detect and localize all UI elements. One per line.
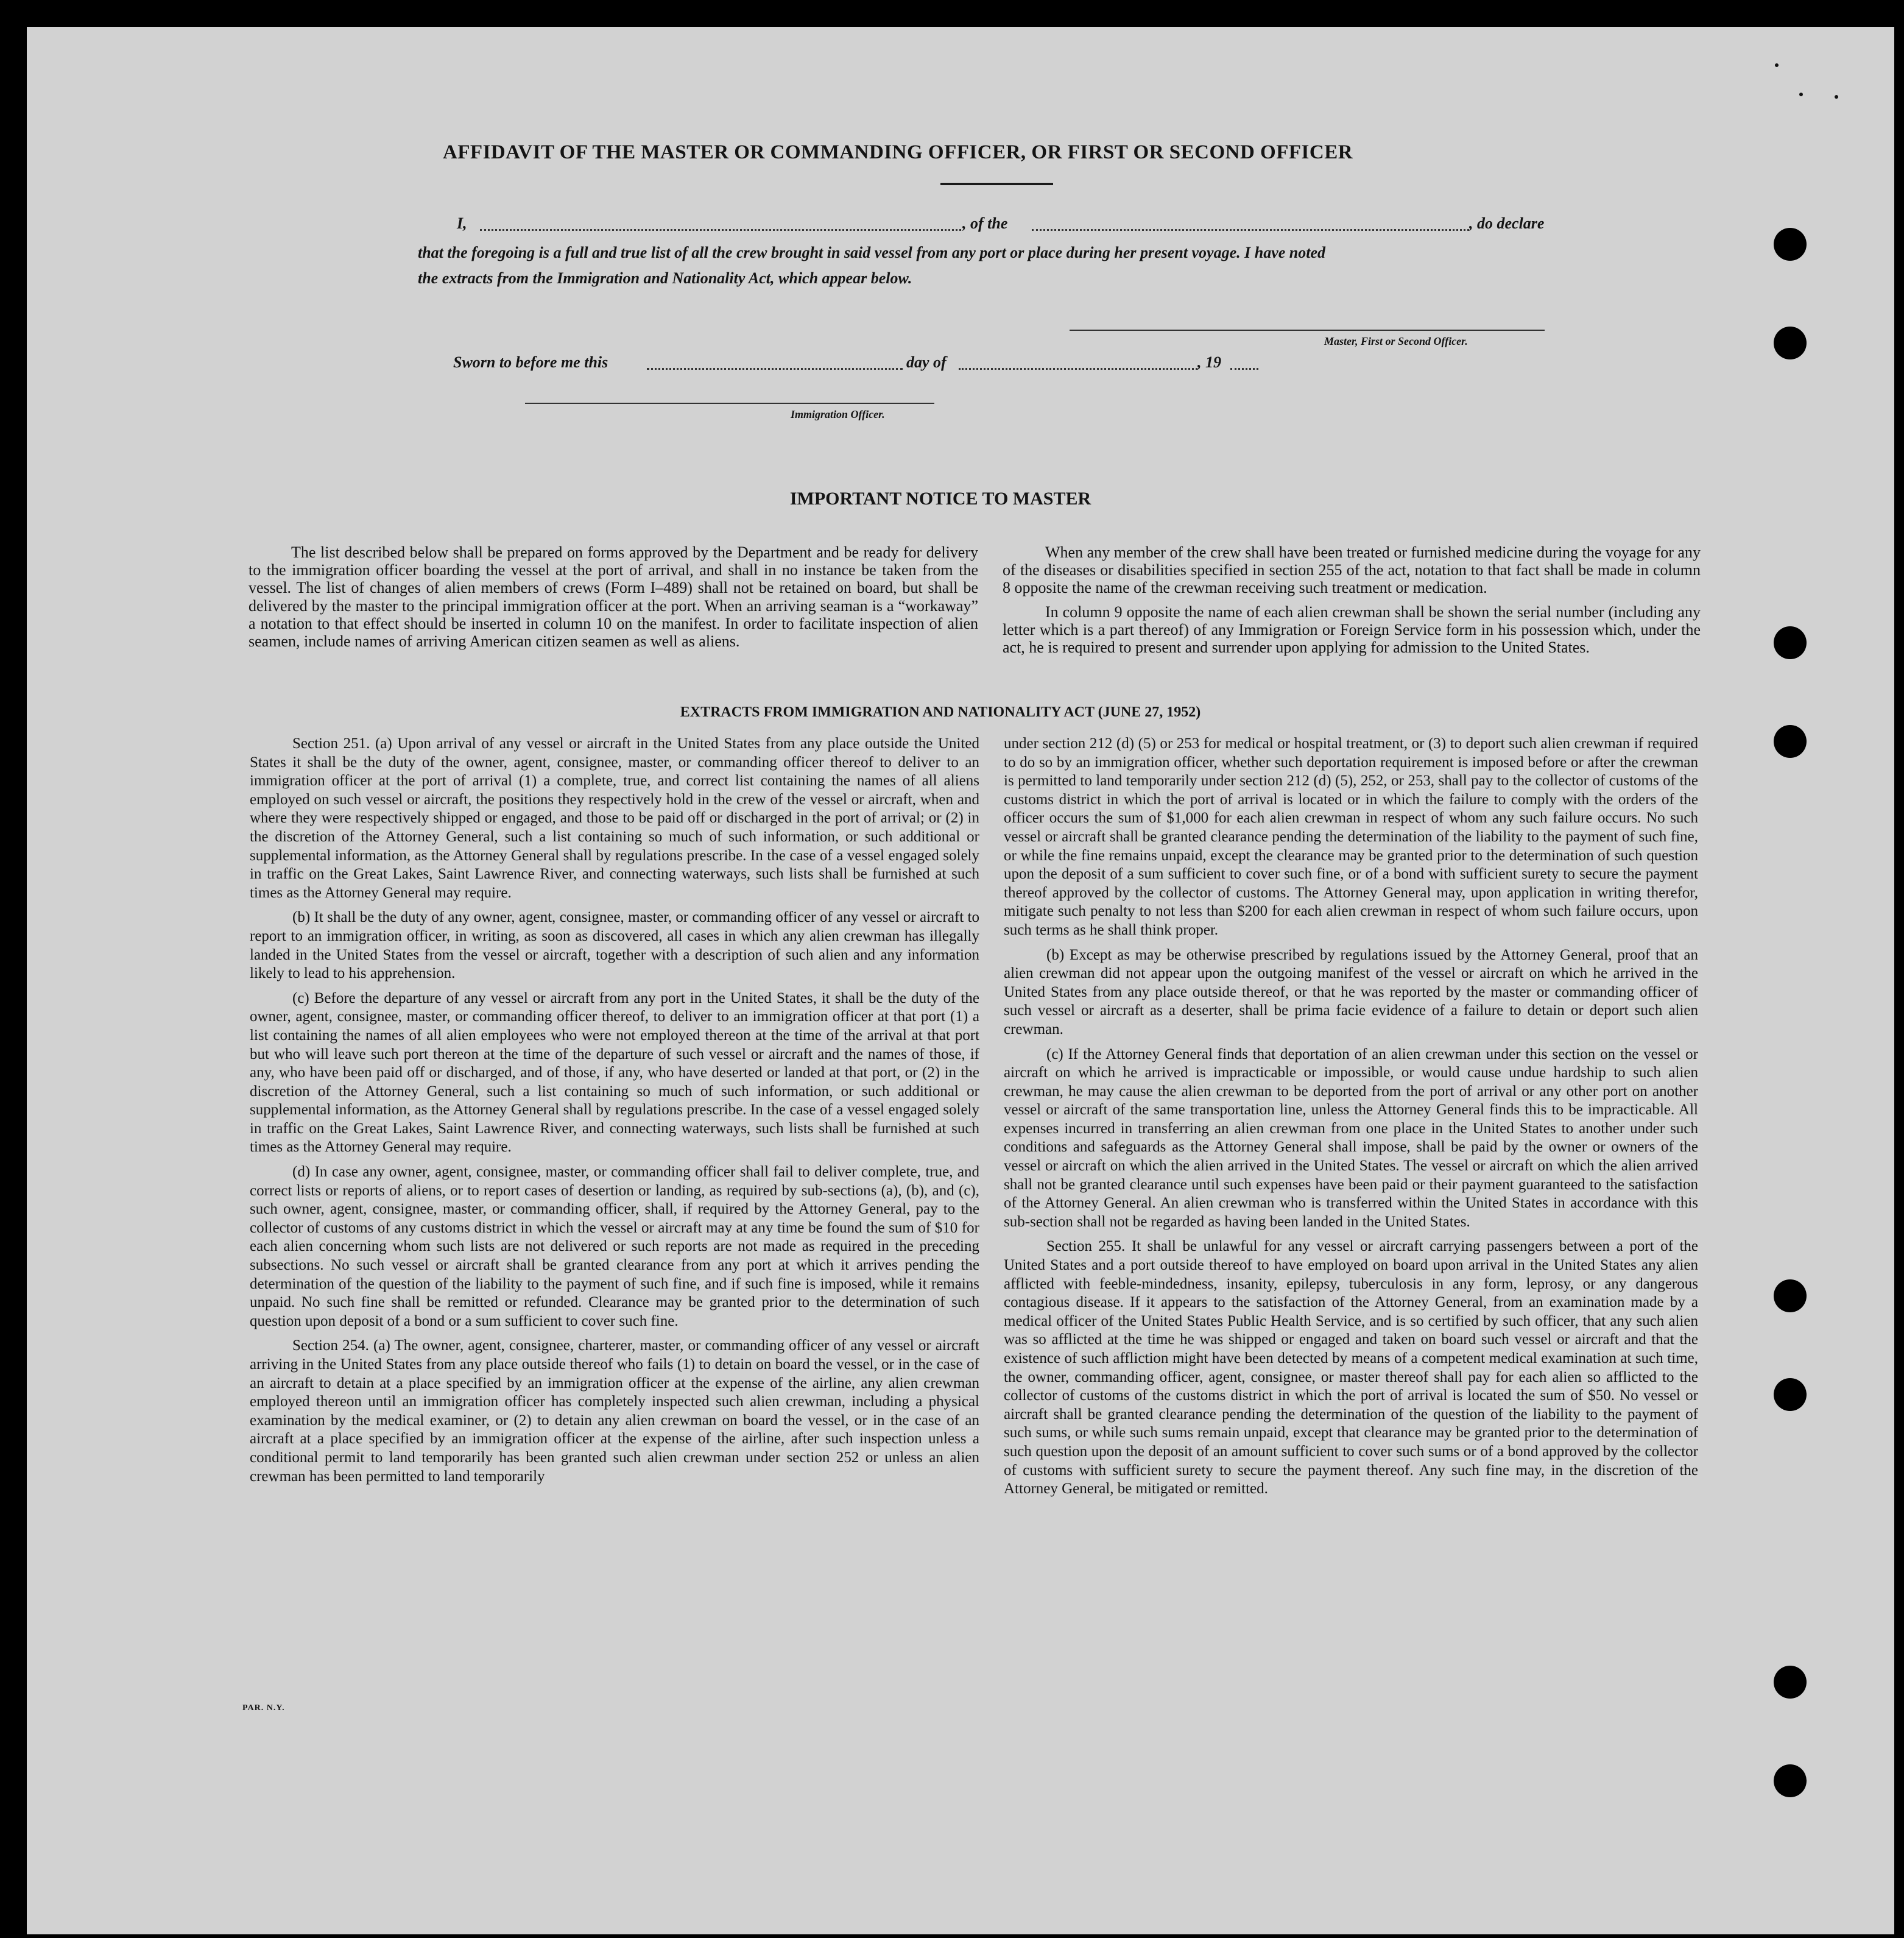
affidavit-title: AFFIDAVIT OF THE MASTER OR COMMANDING OFFICER, OR FIRST OR SECOND OFFICER: [442, 141, 1353, 163]
vessel-field[interactable]: [1032, 229, 1469, 231]
extracts-right-column: [1004, 735, 1698, 1505]
extracts-left-column: [250, 735, 979, 1492]
master-signature-caption: Master, First or Second Officer.: [1324, 335, 1468, 347]
do-declare-label: , do declare: [1469, 214, 1545, 232]
section-254-a: Section 254. (a) The owner, agent, consignee, charterer, master, or commanding officer of any vessel or aircraft arriving in the United States from any place outside thereof who fails (1) to detain on board the vessel, or in the case of an aircraft to detain at a place specified by an immigration officer at the expense of the airline, any alien crewman employed thereon until an immigration officer has completely inspected such alien crewman, including a physical examination by the medical examiner, or (2) to detain any alien crewman on board the vessel, or in the case of an aircraft at a place specified by an immigration officer at the expense of the airline, after such inspection unless a conditional permit to land temporarily has been granted such alien crewman under section 252 or unless an alien crewman has been permitted to land temporarily: [250, 1337, 979, 1485]
notice-left-column: [249, 543, 978, 656]
declaration-line-2: the extracts from the Immigration and Nationality Act, which appear below.: [418, 269, 912, 287]
year-label: , 19: [1197, 353, 1221, 371]
form-page: [27, 27, 1894, 1934]
sworn-month-field[interactable]: [959, 368, 1197, 370]
punch-hole: [1774, 1279, 1807, 1312]
sworn-label: Sworn to before me this: [453, 353, 608, 371]
notice-right-paragraph-2: In column 9 opposite the name of each alien crewman shall be shown the serial number (including any letter which is a part thereof) of any Immigration or Foreign Service form in his possession which, under the act, he is required to present and surrender upon applying for admission to the United States.: [1003, 603, 1701, 657]
notice-right-column: [1003, 543, 1701, 662]
extracts-title: EXTRACTS FROM IMMIGRATION AND NATIONALITY ACT (JUNE 27, 1952): [680, 704, 1201, 720]
punch-hole: [1774, 327, 1807, 359]
day-of-label: day of: [906, 353, 947, 371]
declaration-line-1: that the foregoing is a full and true list of all the crew brought in said vessel from any port or place during her present voyage. I have noted: [418, 244, 1326, 261]
section-251-c: (c) Before the departure of any vessel or aircraft from any port in the United States, it shall be the duty of the owner, agent, consignee, master, or commanding officer thereof, to deliver to an immigration officer at that port (1) a list containing the names of all alien employees who were not employed thereon at the time of the arrival at that port but who will leave such port thereon at the time of the departure of such vessel or aircraft and the names of those, if any, who have been paid off or discharged, and of those, if any, who have deserted or landed at that port, or (2) in the discretion of the Attorney General, such a list containing so much of such information, or such additional or supplemental information, as the Attorney General shall by regulations prescribe. In the case of a vessel engaged solely in traffic on the Great Lakes, Saint Lawrence River, and connecting waterways, such lists shall be furnished at such times as the Attorney General may require.: [250, 989, 979, 1156]
section-254-a-continued: under section 212 (d) (5) or 253 for medical or hospital treatment, or (3) to deport such alien crewman if required to do so by an immigration officer, whether such deportation requirement is imposed before or after the crewman is permitted to land temporarily under section 212 (d) (5), 252, or 253, shall pay to the collector of customs of the customs district in which the port of arrival is located or in which the failure to comply with the orders of the officer occurs the sum of $1,000 for each alien crewman in respect of whom any such failure occurs. No such vessel or aircraft shall be granted clearance pending the determination of the liability to the payment of such fine, or while the fine remains unpaid, except the clearance may be granted prior to the determination of such question upon the deposit of a sum sufficient to cover such fine, or of a bond with sufficient surety to secure the payment thereof approved by the collector of customs. The Attorney General may, upon application in writing therefor, mitigate such penalty to not less than $200 for each alien crewman in respect of whom such failure occurs, upon such terms as he shall think proper.: [1004, 735, 1698, 938]
sworn-year-field[interactable]: [1230, 368, 1258, 370]
paper-speck: [1835, 95, 1838, 99]
notice-title: IMPORTANT NOTICE TO MASTER: [789, 489, 1091, 509]
title-underline: [940, 183, 1053, 185]
punch-hole: [1774, 626, 1807, 659]
name-field[interactable]: [480, 229, 961, 231]
paper-speck: [1775, 63, 1779, 67]
section-255: Section 255. It shall be unlawful for any vessel or aircraft carrying passengers between a port of the United States and a port outside thereof to have employed on board upon arrival in the United States any alien afflicted with feeble-mindedness, insanity, epilepsy, tuberculosis in any form, leprosy, or any dangerous contagious disease. If it appears to the satisfaction of the Attorney General, from an examination made by a medical officer of the United States Public Health Service, and is so certified by such officer, that any such alien was so afflicted at the time he was shipped or engaged and taken on board such vessel or aircraft and that the existence of such affliction might have been detected by means of a competent medical examination at such time, the owner, commanding officer, agent, consignee, or master thereof shall pay for each alien so afflicted to the collector of customs of the customs district in which the port of arrival is located the sum of $50. No vessel or aircraft shall be granted clearance pending the determination of the question of the liability to the payment of such sums, or while such sums remain unpaid, except that clearance may be granted prior to the determination of such question upon the deposit of an amount sufficient to cover such sums or of a bond approved by the collector of customs with sufficient surety to secure the payment thereof. Any such fine may, in the discretion of the Attorney General, be mitigated or remitted.: [1004, 1238, 1698, 1498]
immigration-officer-signature-line[interactable]: [525, 403, 934, 404]
master-signature-line[interactable]: [1070, 330, 1545, 331]
notice-left-paragraph: The list described below shall be prepared on forms approved by the Department and be ready for delivery to the immigration officer boarding the vessel at the port of arrival, and shall in no instance be taken from the vessel. The list of changes of alien members of crews (Form I–489) shall not be retained on board, but shall be delivered by the master to the principal immigration officer at the port. When an arriving seaman is a “workaway” a notation to that effect should be inserted in column 10 on the manifest. In order to facilitate inspection of alien seamen, include names of arriving American citizen seamen as well as aliens.: [249, 543, 978, 651]
punch-hole: [1774, 1666, 1807, 1699]
punch-hole: [1774, 1378, 1807, 1411]
of-the-label: , of the: [962, 214, 1008, 232]
sworn-day-field[interactable]: [647, 368, 903, 370]
section-254-b: (b) Except as may be otherwise prescribed by regulations issued by the Attorney General, proof that an alien crewman did not appear upon the outgoing manifest of the vessel or aircraft on which he arrived in the United States from any place outside thereof, or that he was reported by the master or commanding officer of such vessel or aircraft as a deserter, shall be prima facie evidence of a failure to detain or deport such alien crewman.: [1004, 946, 1698, 1038]
i-label: I,: [457, 214, 467, 232]
section-251-a: Section 251. (a) Upon arrival of any vessel or aircraft in the United States from any place outside the United States it shall be the duty of the owner, agent, consignee, master, or commanding officer thereof to deliver to an immigration officer at the port of arrival (1) a complete, true, and correct list containing the names of all aliens employed on such vessel or aircraft, the positions they respectively hold in the crew of the vessel or aircraft, when and where they were respectively shipped or engaged, and those to be paid off or discharged in the port of arrival; or (2) in the discretion of the Attorney General, such a list containing so much of such information, or such additional or supplemental information, as the Attorney General shall by regulations prescribe. In the case of a vessel engaged solely in traffic on the Great Lakes, Saint Lawrence River, and connecting waterways, such lists shall be furnished at such times as the Attorney General may require.: [250, 735, 979, 901]
immigration-officer-caption: Immigration Officer.: [791, 408, 885, 420]
punch-hole: [1774, 725, 1807, 758]
punch-hole: [1774, 228, 1807, 261]
punch-hole: [1774, 1764, 1807, 1797]
section-251-d: (d) In case any owner, agent, consignee, master, or commanding officer shall fail to deliver complete, true, and correct lists or reports of aliens, or to report cases of desertion or landing, as required by sub-sections (a), (b), and (c), such owner, agent, consignee, master, or commanding officer, shall, if required by the Attorney General, pay to the collector of customs of any customs district in which the vessel or aircraft may at any time be found the sum of $10 for each alien concerning whom such lists are not delivered or such reports are not made as required in the preceding subsections. No such vessel or aircraft shall be granted clearance from any port at which it arrives pending the determination of the question of the liability to the payment of such fine, and if such fine is imposed, while it remains unpaid. No such fine shall be remitted or refunded. Clearance may be granted prior to the determination of such question upon deposit of a bond or a sum sufficient to cover such fine.: [250, 1164, 979, 1329]
printer-mark: PAR. N.Y.: [242, 1703, 285, 1713]
paper-speck: [1799, 93, 1803, 96]
section-254-c: (c) If the Attorney General finds that deportation of an alien crewman under this section on the vessel or aircraft on which he arrived is impracticable or impossible, or would cause undue hardship to such alien crewman, he may cause the alien crewman to be deported from the port of arrival or any other port on another vessel or aircraft of the same transportation line, unless the Attorney General finds this to be impracticable. All expenses incurred in transferring an alien crewman from one place in the United States to another under such conditions and safeguards as the Attorney General shall impose, shall be paid by the owner or owners of the vessel or aircraft on which the alien arrived in the United States. The vessel or aircraft on which the alien arrived shall not be granted clearance until such expenses have been paid or their payment guaranteed to the satisfaction of the Attorney General. An alien crewman who is transferred within the United States in accordance with this sub-section shall not be regarded as having been landed in the United States.: [1004, 1045, 1698, 1230]
notice-right-paragraph-1: When any member of the crew shall have been treated or furnished medicine during the voyage for any of the diseases or disabilities specified in section 255 of the act, notation to that fact shall be made in column 8 opposite the name of the crewman receiving such treatment or medication.: [1003, 543, 1701, 597]
section-251-b: (b) It shall be the duty of any owner, agent, consignee, master, or commanding officer of any vessel or aircraft to report to an immigration officer, in writing, as soon as discovered, all cases in which any alien crewman has illegally landed in the United States from the vessel or aircraft, together with a description of such alien and any information likely to lead to his apprehension.: [250, 909, 979, 982]
